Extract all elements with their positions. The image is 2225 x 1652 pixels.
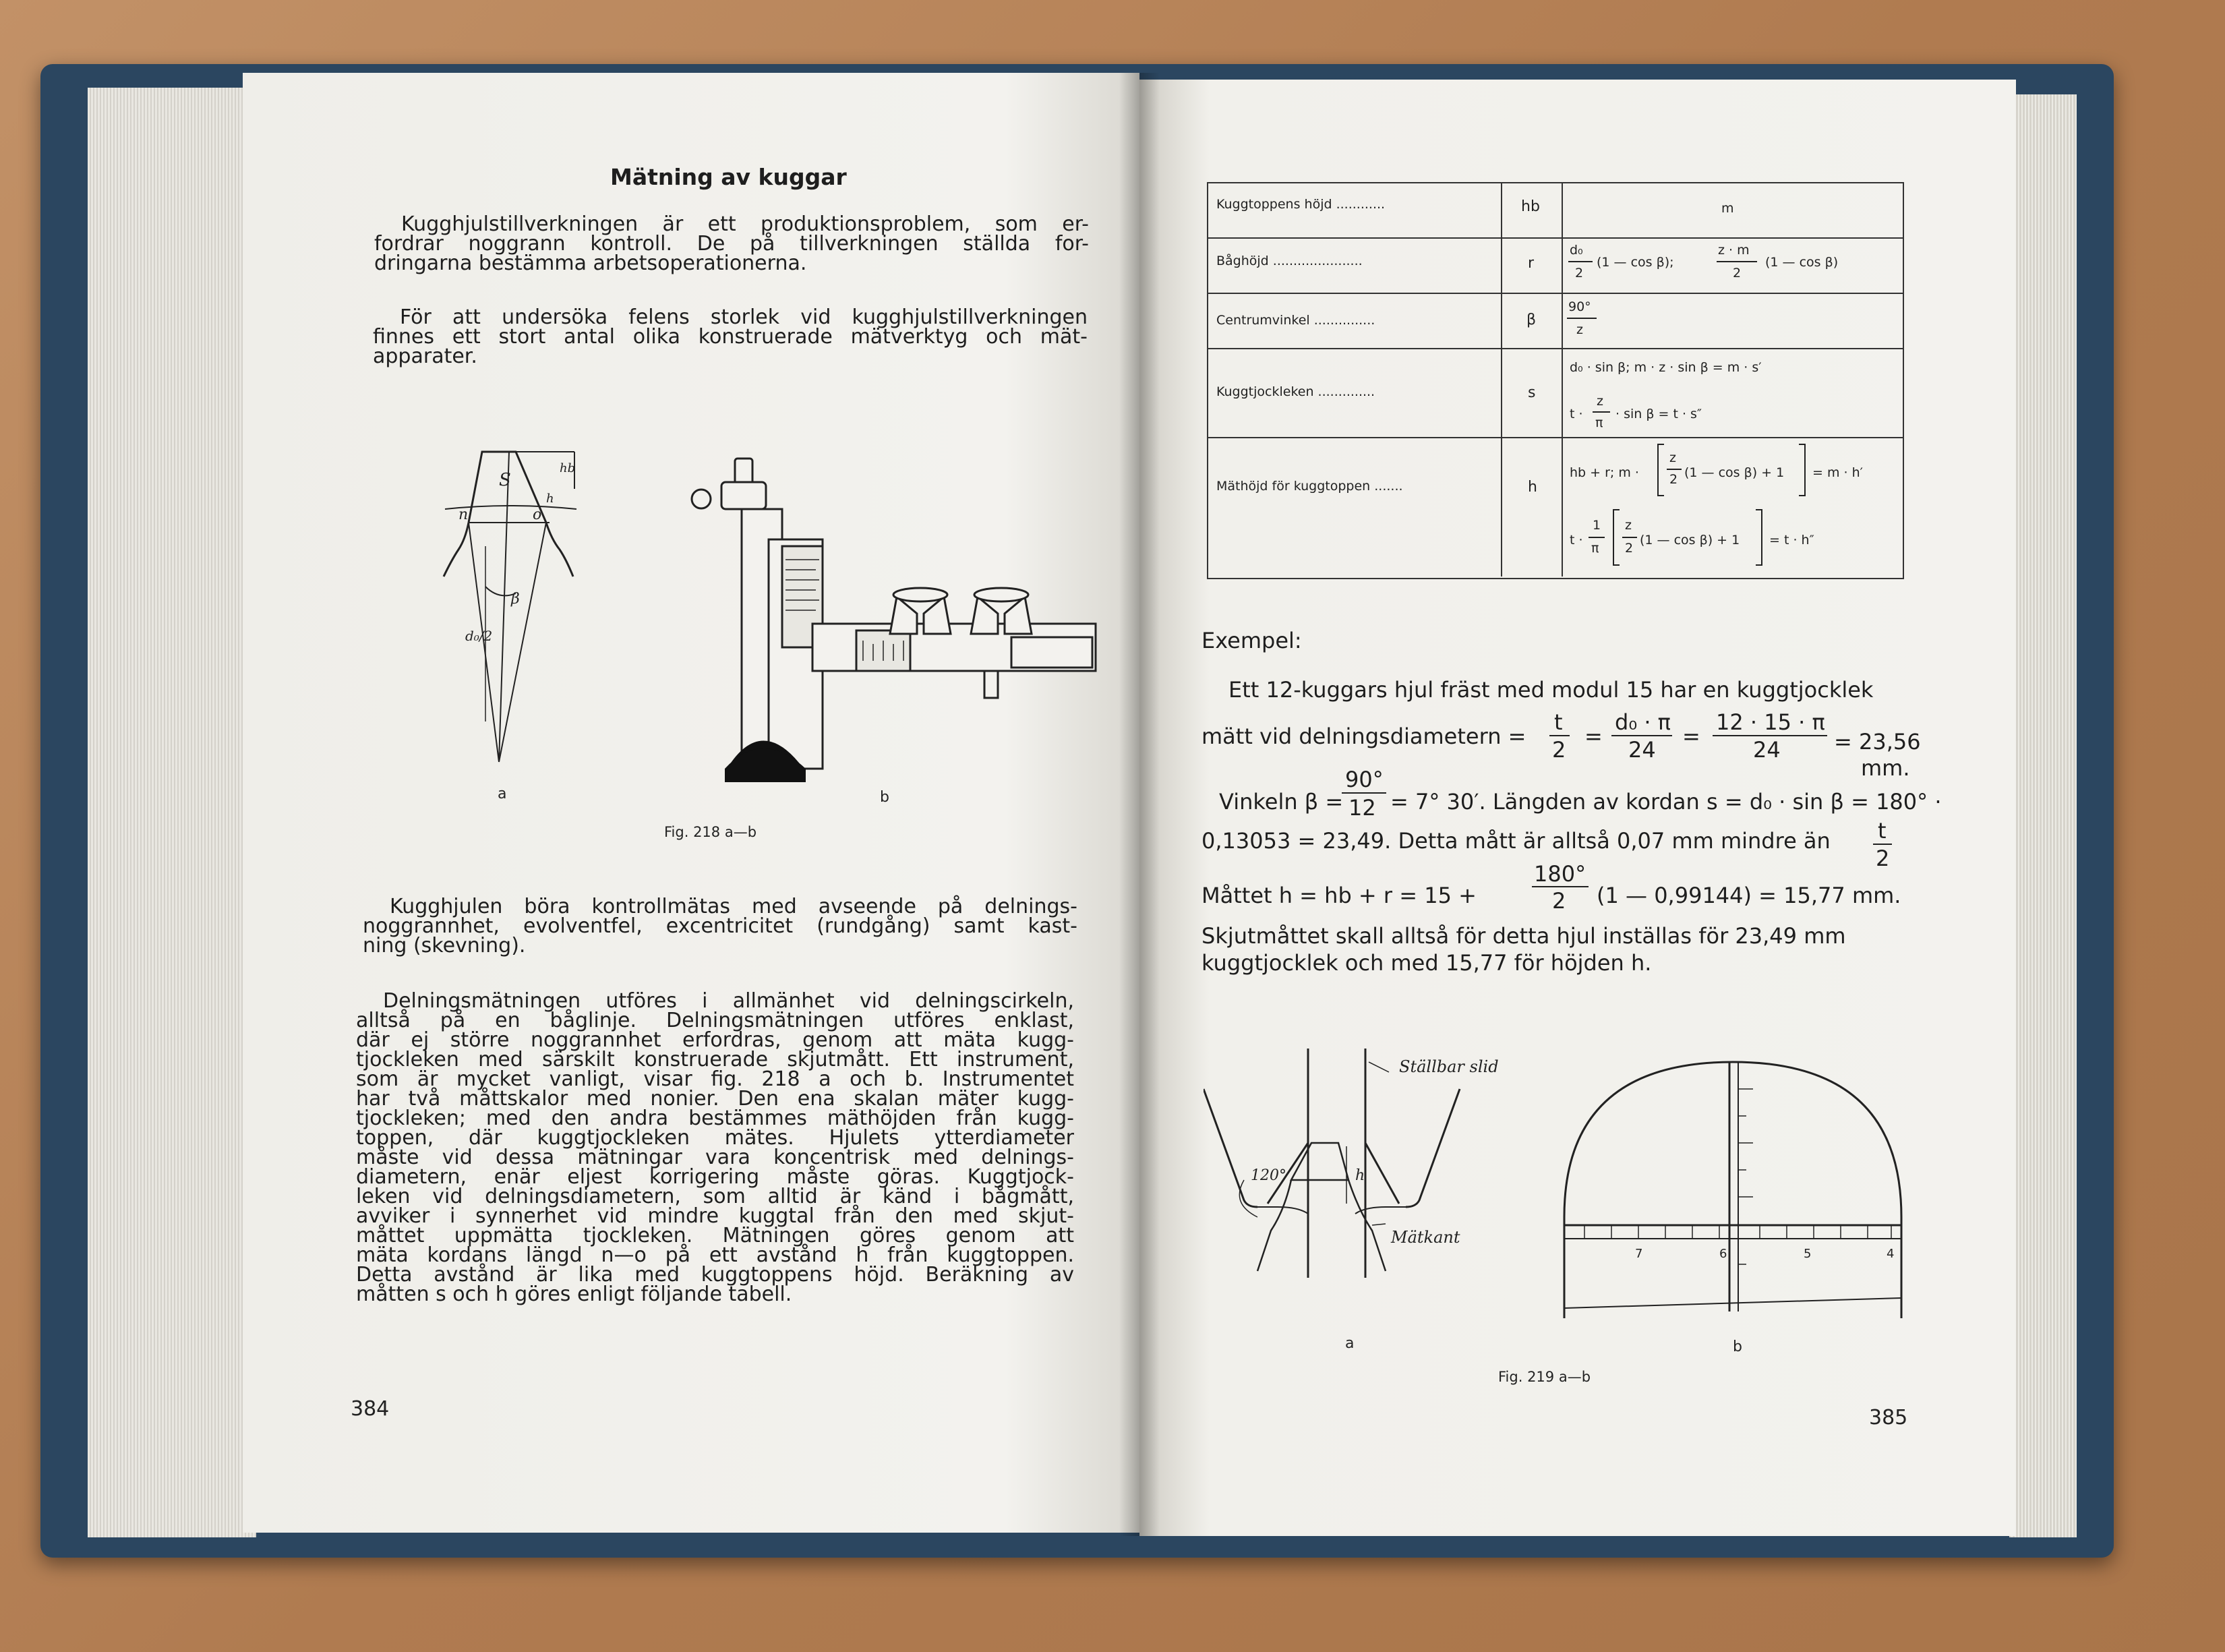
fraction-bar (1873, 844, 1892, 845)
fraction-denominator: 2 (1575, 266, 1584, 281)
row-symbol: hb (1521, 198, 1540, 215)
text-line: där ej större noggrannhet erfordras, genom att mäta kugg- (356, 1028, 1074, 1052)
fraction-numerator: d₀ (1570, 243, 1583, 258)
fraction-denominator: π (1595, 415, 1603, 430)
equals-sign: = (1682, 724, 1700, 749)
text-line: ning (skevning). (363, 934, 526, 957)
table-cell (1502, 183, 1563, 237)
example-line-6: Skjutmåttet skall alltså för detta hjul inställas för 23,49 mm (1202, 923, 1846, 949)
formula-text: = m · h′ (1812, 465, 1863, 480)
example-line-4-pre: 0,13053 = 23,49. Detta mått är alltså 0,07 mm mindre än (1202, 828, 1831, 854)
fraction-numerator: z · m (1718, 243, 1750, 258)
gear-tooth-caliper-illustration (688, 445, 1106, 782)
text-line: tjockleken; med den andra bestämmes mäthöjden från kugg- (356, 1107, 1074, 1130)
table-cell (1208, 349, 1502, 437)
fraction-bar (1532, 886, 1589, 887)
text-line: som är mycket vanligt, visar fig. 218 a och b. Instrumentet (356, 1067, 1074, 1091)
fig219-label-b: b (1733, 1338, 1742, 1355)
page-number-right: 385 (1869, 1406, 1908, 1429)
text-line: måtten s och h göres enligt följande tabell. (356, 1282, 792, 1306)
label-do2: d₀/2 (465, 628, 493, 644)
label-o: o (533, 506, 542, 523)
label-stallbar-slid: Ställbar slid (1399, 1057, 1499, 1076)
formula-text: · sin β = t · s″ (1615, 407, 1702, 421)
table-cell (1208, 438, 1502, 577)
fraction-denominator: 2 (1733, 266, 1742, 281)
table-cell (1563, 239, 1903, 293)
table-cell (1502, 438, 1563, 577)
formula-text: d₀ · sin β; m · z · sin β = m · s′ (1570, 360, 1762, 375)
row-label: Båghöjd ...................... (1216, 254, 1363, 268)
fraction-bar (1611, 735, 1672, 736)
row-label: Centrumvinkel ............... (1216, 313, 1375, 328)
table-row (1208, 239, 1903, 294)
text-line: apparater. (373, 345, 477, 368)
fraction-numerator: d₀ · π (1615, 709, 1671, 735)
example-title: Exempel: (1202, 628, 1302, 653)
bracket-right (1799, 444, 1806, 496)
table-row (1208, 294, 1903, 349)
paragraph-4 (356, 991, 1074, 1304)
fig218-label-b: b (880, 789, 889, 806)
text-line: har två måttskalor med nonier. Den ena skalan mäter kugg- (356, 1087, 1074, 1111)
table-cell (1208, 239, 1502, 293)
fraction-bar (1549, 735, 1570, 736)
row-symbol: β (1526, 312, 1537, 328)
label-hb: hb (560, 461, 576, 475)
text-line: toppen, där kuggtjockleken mätes. Hjulets ytterdiameter (356, 1126, 1074, 1150)
example-line-5-pre: Måttet h = hb + r = 15 + (1202, 883, 1477, 908)
gear-tooth-diagram (432, 438, 593, 782)
formula-text: t · (1570, 533, 1583, 548)
row-formula: m (1721, 201, 1734, 216)
fig219-label-a: a (1345, 1335, 1355, 1352)
table-cell (1502, 294, 1563, 348)
formula-text: (1 — cos β) (1765, 255, 1839, 270)
fraction-bar (1713, 735, 1827, 736)
text-line: tjockleken med särskilt konstruerade skjutmått. Ett instrument, (356, 1048, 1074, 1071)
fraction-numerator: 1 (1593, 518, 1601, 533)
row-label: Kuggtjockleken .............. (1216, 384, 1375, 399)
text-line: alltså på en båglinje. Delningsmätningen utföres enklast, (356, 1009, 1074, 1032)
example-line-5-post: (1 — 0,99144) = 15,77 mm. (1597, 883, 1901, 908)
text-line: diametern, enär eljest korrigering måste göras. Kuggtjock- (356, 1165, 1074, 1189)
table-cell (1563, 183, 1903, 237)
left-page (243, 73, 1139, 1533)
fraction-numerator: 90° (1568, 299, 1591, 314)
label-h: h (1355, 1167, 1365, 1184)
scale-label-7: 7 (1635, 1247, 1643, 1261)
label-s: S (499, 470, 511, 490)
table-cell (1502, 239, 1563, 293)
fraction-denominator: 2 (1552, 888, 1566, 914)
fraction-bar (1568, 261, 1593, 262)
fraction-denominator: 12 (1348, 795, 1376, 821)
bracket-left (1657, 444, 1664, 496)
example-line-2-pre: mätt vid delningsdiametern = (1202, 724, 1526, 749)
text-line: Kugghjulstillverkningen är ett produktionsproblem, som er- (401, 212, 1089, 236)
text-line: måttet uppmätta tjockleken. Mätningen göres genom att (356, 1224, 1074, 1247)
text-line: dringarna bestämma arbetsoperationerna. (374, 252, 807, 275)
table-row (1208, 438, 1903, 577)
example-line-1: Ett 12-kuggars hjul fräst med modul 15 har en kuggtjocklek (1228, 677, 1874, 703)
equals-sign: = (1584, 724, 1603, 749)
table-cell (1563, 294, 1903, 348)
fraction-numerator: 180° (1534, 861, 1586, 887)
fraction-denominator: 24 (1628, 737, 1656, 763)
fraction-denominator: 24 (1753, 737, 1781, 763)
fraction-numerator: t (1554, 709, 1563, 735)
table-cell (1208, 183, 1502, 237)
text-line: Kugghjulen böra kontrollmätas med avseende på delnings- (390, 895, 1077, 918)
fig219-caption: Fig. 219 a—b (1498, 1369, 1591, 1385)
formula-text: hb + r; m · (1570, 465, 1639, 480)
bracket-left (1613, 509, 1620, 566)
text-line: finnes ett stort antal olika konstruerade mätverktyg och mät- (373, 325, 1088, 349)
scale-label-5: 5 (1804, 1247, 1812, 1261)
scale-label-6: 6 (1719, 1247, 1727, 1261)
fig218-label-a: a (498, 786, 507, 802)
table-cell (1208, 294, 1502, 348)
text-line: Detta avstånd är lika med kuggtoppens höjd. Beräkning av (356, 1263, 1074, 1287)
label-beta: β (511, 591, 520, 608)
table-cell (1563, 349, 1903, 437)
label-angle: 120° (1251, 1167, 1286, 1184)
row-symbol: r (1528, 255, 1535, 272)
fraction-bar (1342, 792, 1386, 794)
row-label: Kuggtoppens höjd ............ (1216, 197, 1386, 212)
fraction-denominator: 2 (1552, 737, 1566, 763)
book-gutter (1119, 73, 1160, 1536)
fraction-bar (1593, 411, 1610, 413)
fraction-numerator: z (1669, 450, 1676, 465)
page-number-left: 384 (351, 1397, 390, 1421)
fraction-denominator: 2 (1625, 541, 1634, 556)
row-symbol: h (1528, 479, 1537, 496)
example-line-3-post: = 7° 30′. Längden av kordan s = d₀ · sin β = 180° · (1390, 789, 1942, 815)
formula-text: (1 — cos β); (1597, 255, 1674, 270)
vernier-scale-diagram (1558, 1049, 1908, 1318)
table-row (1208, 183, 1903, 239)
fraction-bar (1717, 261, 1757, 262)
table-cell (1502, 349, 1563, 437)
page-heading: Mätning av kuggar (610, 164, 847, 190)
table-cell (1563, 438, 1903, 577)
fraction-denominator: 2 (1669, 472, 1678, 487)
fraction-numerator: t (1878, 818, 1887, 844)
fraction-numerator: z (1625, 518, 1632, 533)
text-line: noggrannhet, evolventfel, excentricitet (rundgång) samt kast- (363, 914, 1077, 938)
bracket-right (1756, 509, 1762, 566)
text-line: fordrar noggrann kontroll. De på tillverkningen ställda for- (374, 232, 1089, 256)
fraction-numerator: 90° (1345, 767, 1384, 792)
example-line-2-post: = 23,56 (1834, 729, 1921, 755)
text-line: Delningsmätningen utföres i allmänhet vid delningscirkeln, (383, 989, 1074, 1013)
text-line: måste vid dessa mätningar vara koncentrisk med delnings- (356, 1146, 1074, 1169)
formula-text: = t · h″ (1769, 533, 1814, 548)
label-h: h (546, 492, 554, 506)
page-edges-right (2009, 94, 2077, 1537)
fraction-numerator: z (1597, 394, 1603, 409)
text-line: avviker i synnerhet vid mindre kuggtal från den med skjut- (356, 1204, 1074, 1228)
fraction-denominator: π (1591, 541, 1599, 556)
caliper-jaw-diagram (1204, 1049, 1520, 1332)
scale-label-4: 4 (1887, 1247, 1895, 1261)
text-line: För att undersöka felens storlek vid kugghjulstillverkningen (400, 305, 1088, 329)
fraction-bar (1667, 469, 1682, 470)
row-label: Mäthöjd för kuggtoppen ....... (1216, 479, 1403, 494)
paragraph-2 (373, 307, 1088, 366)
fig218-caption: Fig. 218 a—b (664, 824, 757, 840)
example-line-3-pre: Vinkeln β = (1219, 789, 1344, 815)
paragraph-1 (374, 214, 1089, 273)
label-n: n (458, 506, 469, 523)
row-symbol: s (1528, 384, 1536, 401)
paragraph-3 (363, 897, 1077, 955)
fraction-denominator: z (1576, 322, 1583, 337)
formula-text: t · (1570, 407, 1583, 421)
text-line: mäta kordans längd n—o på ett avstånd h från kuggtoppen. (356, 1243, 1074, 1267)
formula-table (1207, 182, 1904, 579)
label-matkant: Mätkant (1391, 1228, 1460, 1247)
formula-text: (1 — cos β) + 1 (1684, 465, 1785, 480)
fraction-numerator: 12 · 15 · π (1716, 709, 1825, 735)
fraction-bar (1622, 537, 1637, 538)
fraction-bar (1567, 318, 1597, 319)
page-edges-left (88, 88, 256, 1537)
formula-text: (1 — cos β) + 1 (1640, 533, 1740, 548)
table-row (1208, 349, 1903, 438)
example-line-7: kuggtjocklek och med 15,77 för höjden h. (1202, 950, 1652, 976)
fraction-bar (1589, 537, 1605, 538)
fraction-denominator: 2 (1876, 846, 1890, 871)
text-line: leken vid delningsdiametern, som alltid är känd i bågmått, (356, 1185, 1074, 1208)
example-mm: mm. (1861, 755, 1910, 781)
